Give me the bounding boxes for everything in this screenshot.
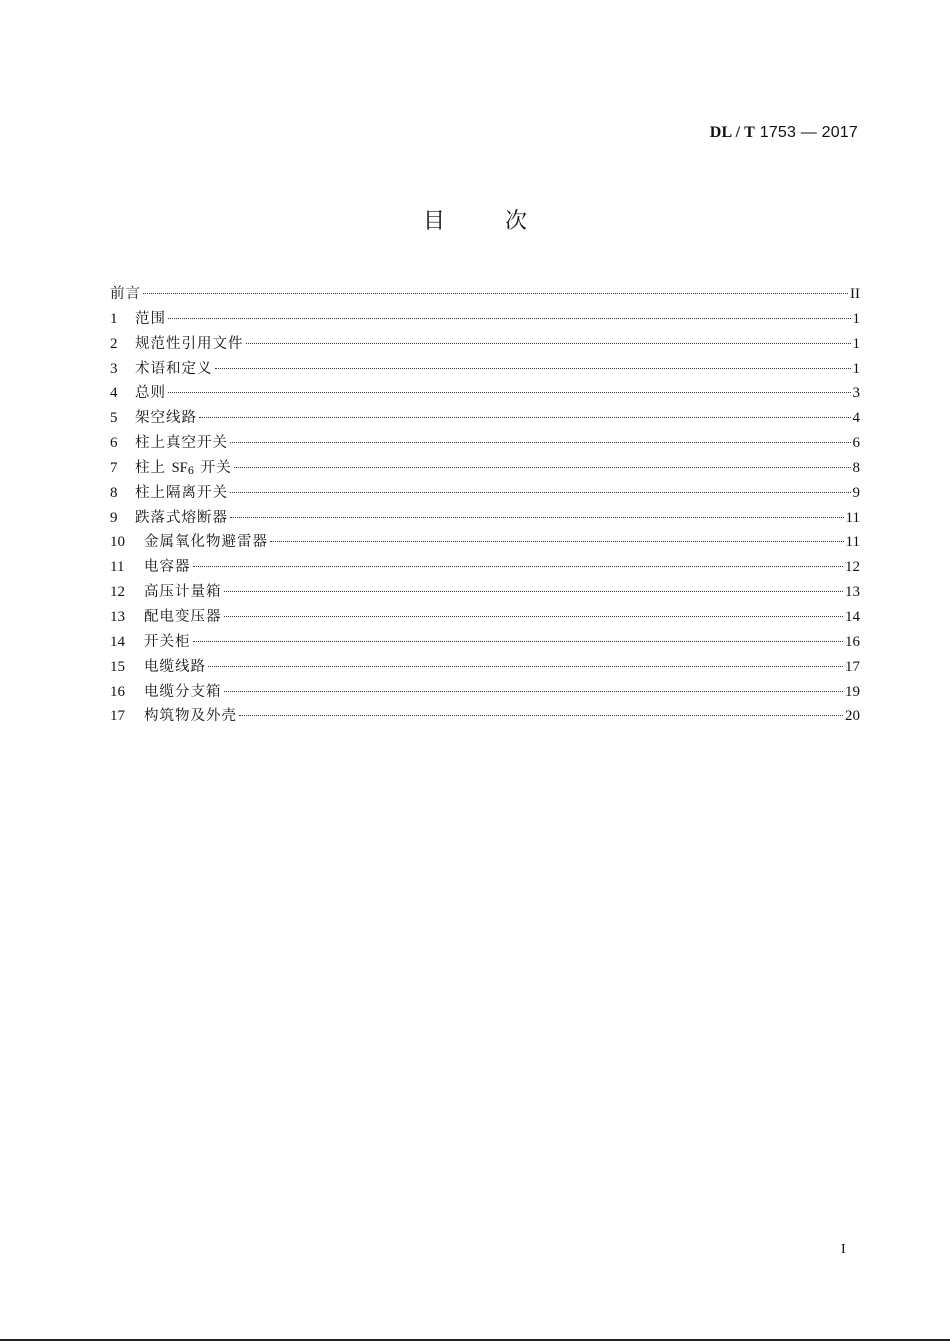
- toc-entry-number: 3: [110, 360, 118, 377]
- toc-entry[interactable]: [110, 406, 860, 431]
- toc-entry-number: 8: [110, 484, 118, 501]
- toc-entry-number: 16: [110, 683, 125, 700]
- toc-dot-leader: [230, 492, 851, 493]
- toc-entry-label: 总则: [135, 385, 166, 402]
- toc-entry-number: 1: [110, 310, 118, 327]
- toc-entry-label: 跌落式熔断器: [135, 509, 228, 526]
- toc-entry-label: 电缆分支箱: [144, 683, 222, 700]
- toc-entry-page: 1: [852, 360, 860, 377]
- toc-dot-leader: [193, 566, 844, 567]
- toc-entry[interactable]: [110, 357, 860, 382]
- toc-entry-number: 17: [110, 708, 125, 725]
- toc-entry-number: 9: [110, 509, 118, 526]
- toc-dot-leader: [270, 541, 844, 542]
- toc-entry[interactable]: [110, 332, 860, 357]
- toc-dot-leader: [143, 293, 848, 294]
- page-bottom-divider: [0, 1339, 950, 1341]
- toc-entry[interactable]: [110, 630, 860, 655]
- toc-entry-label: 术语和定义: [135, 360, 213, 377]
- toc-entry[interactable]: [110, 307, 860, 332]
- toc-entry[interactable]: [110, 530, 860, 555]
- toc-dot-leader: [224, 591, 844, 592]
- toc-entry-label-suffix: 开关: [200, 459, 232, 476]
- toc-entry-page: 1: [852, 335, 860, 352]
- toc-dot-leader: [168, 392, 851, 393]
- toc-entry[interactable]: [110, 431, 860, 456]
- page-number: I: [841, 1242, 846, 1257]
- toc-entry[interactable]: [110, 655, 860, 680]
- table-of-contents: [110, 282, 860, 729]
- toc-entry[interactable]: [110, 704, 860, 729]
- toc-entry[interactable]: [110, 555, 860, 580]
- toc-entry-label: 配电变压器: [144, 608, 222, 625]
- toc-entry-label: 电缆线路: [144, 658, 206, 675]
- toc-entry-page: 11: [845, 534, 860, 551]
- toc-dot-leader: [208, 666, 843, 667]
- toc-dot-leader: [224, 616, 844, 617]
- toc-entry-number: 12: [110, 584, 125, 601]
- toc-entry-page: 3: [852, 385, 860, 402]
- toc-entry-page: 8: [852, 459, 860, 476]
- toc-entry-number: 2: [110, 335, 118, 352]
- toc-entry-label: 高压计量箱: [144, 584, 222, 601]
- toc-entry-label: 架空线路: [135, 410, 197, 427]
- toc-entry-label: 范围: [135, 310, 166, 327]
- toc-entry-number: 15: [110, 658, 125, 675]
- toc-entry-number: 5: [110, 410, 118, 427]
- toc-dot-leader: [224, 691, 844, 692]
- toc-entry-page: 13: [845, 584, 860, 601]
- toc-entry-page: 17: [845, 658, 860, 675]
- toc-entry-page: 19: [845, 683, 860, 700]
- toc-entry[interactable]: [110, 381, 860, 406]
- toc-entry-page: 11: [845, 509, 860, 526]
- toc-entry[interactable]: [110, 680, 860, 705]
- toc-entry-page: 6: [852, 435, 860, 452]
- toc-entry[interactable]: [110, 456, 860, 481]
- toc-entry-number: 10: [110, 534, 125, 551]
- toc-entry-label: 构筑物及外壳: [144, 708, 237, 725]
- toc-entry-page: 4: [852, 410, 860, 427]
- toc-entry-page: 12: [845, 559, 860, 576]
- toc-entry-label: 金属氧化物避雷器: [144, 534, 268, 551]
- toc-entry[interactable]: [110, 580, 860, 605]
- toc-dot-leader: [239, 715, 843, 716]
- toc-dot-leader: [215, 368, 851, 369]
- toc-entry-label: 规范性引用文件: [135, 335, 244, 352]
- toc-entry[interactable]: [110, 506, 860, 531]
- toc-title: 目次: [422, 209, 587, 234]
- toc-entry[interactable]: [110, 605, 860, 630]
- toc-entry-page: 16: [845, 633, 860, 650]
- toc-entry-foreword[interactable]: [110, 282, 860, 307]
- toc-dot-leader: [199, 417, 851, 418]
- toc-entry-page: 1: [852, 310, 860, 327]
- toc-entry-page: II: [850, 286, 860, 302]
- toc-entry-label-subscript: 6: [187, 465, 196, 477]
- toc-entry-number: 7: [110, 459, 118, 476]
- toc-dot-leader: [193, 641, 844, 642]
- toc-entry-label: 电容器: [144, 559, 191, 576]
- toc-entry-number: 4: [110, 385, 118, 402]
- toc-entry-number: 14: [110, 633, 125, 650]
- toc-entry[interactable]: [110, 481, 860, 506]
- toc-entry-label-prefix: 柱上: [135, 459, 166, 476]
- toc-dot-leader: [230, 442, 851, 443]
- toc-dot-leader: [168, 318, 851, 319]
- document-code-prefix: DL / T: [709, 124, 756, 141]
- toc-entry-page: 14: [845, 608, 860, 625]
- document-code-number: 1753 — 2017: [759, 124, 858, 141]
- toc-entry-label-formula: SF: [171, 459, 188, 476]
- toc-entry-label: 柱上真空开关: [135, 435, 228, 452]
- toc-entry-label: 前言: [110, 286, 141, 302]
- toc-dot-leader: [246, 343, 851, 344]
- toc-entry-label: 柱上隔离开关: [135, 484, 228, 501]
- toc-dot-leader: [234, 467, 851, 468]
- toc-entry-number: 11: [110, 559, 125, 576]
- toc-dot-leader: [230, 517, 844, 518]
- toc-entry-number: 13: [110, 608, 125, 625]
- document-code: [710, 124, 858, 142]
- toc-entry-label: 开关柜: [144, 633, 191, 650]
- toc-entry-page: 9: [852, 484, 860, 501]
- toc-entry-page: 20: [845, 708, 860, 725]
- toc-entry-number: 6: [110, 435, 118, 452]
